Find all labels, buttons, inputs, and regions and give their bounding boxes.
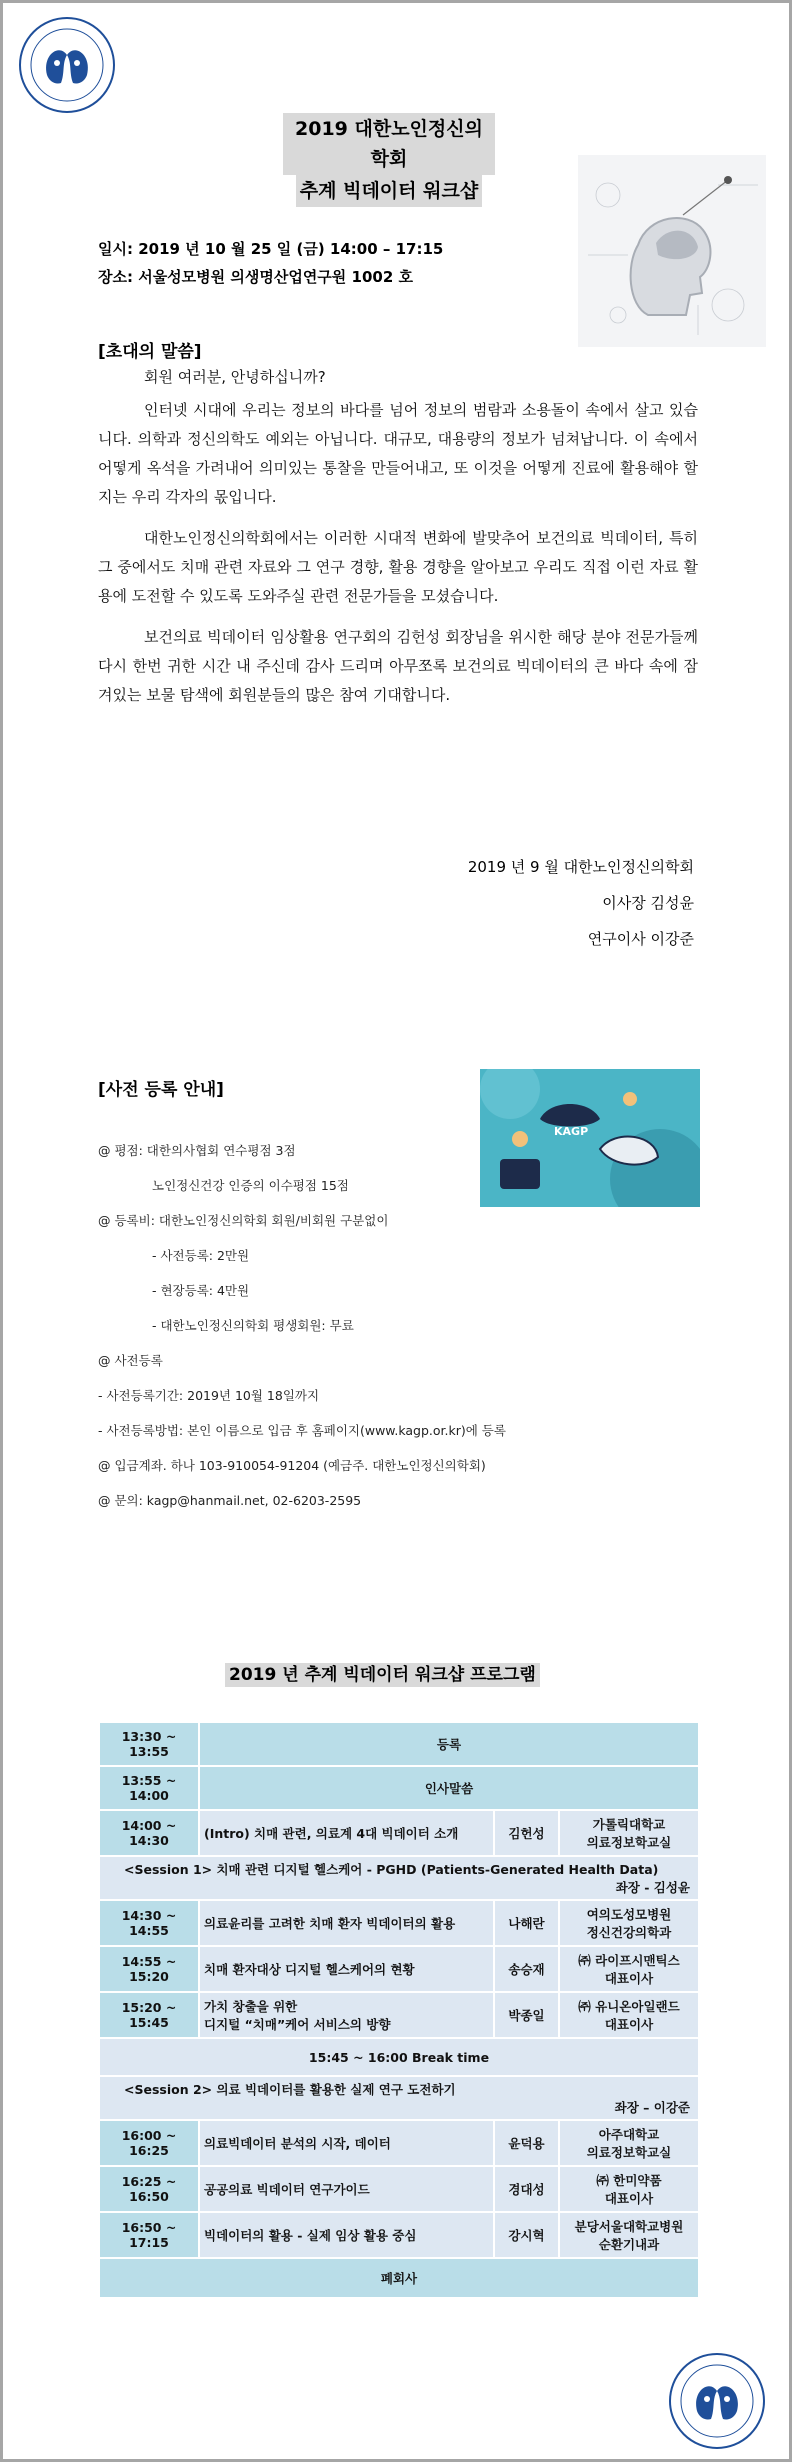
program-row bbox=[99, 1856, 699, 1900]
reg-line-period: - 사전등록기간: 2019년 10월 18일까지 bbox=[98, 1388, 320, 1403]
program-speaker: 송승재 bbox=[494, 1946, 559, 1992]
invitation-heading: [초대의 말씀] bbox=[98, 342, 202, 362]
signature-chair: 이사장 김성윤 bbox=[602, 894, 694, 912]
reg-line-method: - 사전등록방법: 본인 이름으로 입금 후 홈페이지(www.kagp.or.kr)에 등록 bbox=[98, 1423, 506, 1438]
program-speaker: 나해란 bbox=[494, 1900, 559, 1946]
reg-line-lifetime-fee: - 대한노인정신의학회 평생회원: 무료 bbox=[152, 1318, 354, 1333]
closing-remarks: 폐회사 bbox=[99, 2258, 699, 2298]
event-place: 장소: 서울성모병원 의생명산업연구원 1002 호 bbox=[98, 268, 413, 286]
program-row bbox=[99, 2038, 699, 2076]
program-topic: 가치 창출을 위한 디지털 “치매”케어 서비스의 방향 bbox=[199, 1992, 494, 2038]
event-title-line2: 추계 빅데이터 워크샵 bbox=[296, 175, 482, 207]
invitation-body bbox=[98, 363, 698, 722]
program-row bbox=[99, 1946, 699, 1992]
program-row bbox=[99, 2212, 699, 2258]
program-row bbox=[99, 2076, 699, 2120]
program-topic: 의료윤리를 고려한 치매 환자 빅데이터의 활용 bbox=[199, 1900, 494, 1946]
program-speaker: 경대성 bbox=[494, 2166, 559, 2212]
signature-director: 연구이사 이강준 bbox=[587, 930, 694, 948]
signature-block bbox=[468, 849, 694, 957]
invitation-greeting: 회원 여러분, 안녕하십니까? bbox=[144, 368, 326, 386]
reg-line-account: @ 입금계좌. 하나 103-910054-91204 (예금주. 대한노인정신의학회) bbox=[98, 1458, 486, 1473]
event-title bbox=[283, 113, 495, 207]
program-affiliation: ㈜ 라이프시맨틱스 대표이사 bbox=[559, 1946, 699, 1992]
program-table bbox=[98, 1721, 700, 2299]
program-topic: 빅데이터의 활용 - 실제 임상 활용 중심 bbox=[199, 2212, 494, 2258]
program-time: 16:50 ~ 17:15 bbox=[99, 2212, 199, 2258]
program-row bbox=[99, 1900, 699, 1946]
program-topic: 공공의료 빅데이터 연구가이드 bbox=[199, 2166, 494, 2212]
program-time: 14:30 ~ 14:55 bbox=[99, 1900, 199, 1946]
brain-illustration bbox=[578, 155, 766, 347]
program-speaker: 윤덕용 bbox=[494, 2120, 559, 2166]
program-row bbox=[99, 1810, 699, 1856]
reg-line-onsite-fee: - 현장등록: 4만원 bbox=[152, 1283, 250, 1298]
event-date: 일시: 2019 년 10 월 25 일 (금) 14:00 – 17:15 bbox=[98, 240, 444, 258]
program-time: 14:55 ~ 15:20 bbox=[99, 1946, 199, 1992]
program-time: 13:55 ~ 14:00 bbox=[99, 1766, 199, 1810]
reg-line-preregistration: @ 사전등록 bbox=[98, 1353, 163, 1368]
break-time: 15:45 ~ 16:00 Break time bbox=[99, 2038, 699, 2076]
program-affiliation: ㈜ 한미약품 대표이사 bbox=[559, 2166, 699, 2212]
program-row bbox=[99, 2166, 699, 2212]
program-item: 인사말씀 bbox=[199, 1766, 699, 1810]
reg-line-contact: @ 문의: kagp@hanmail.net, 02-6203-2595 bbox=[98, 1493, 362, 1508]
program-row bbox=[99, 1992, 699, 2038]
program-affiliation: ㈜ 유니온아일랜드 대표이사 bbox=[559, 1992, 699, 2038]
association-logo-bottom bbox=[667, 2351, 767, 2451]
invitation-paragraph: 보건의료 빅데이터 임상활용 연구회의 김헌성 회장님을 위시한 해당 분야 전문가들께 다시 한번 귀한 시간 내 주신데 감사 드리며 아무쪼록 보건의료 빅데이터의 큰 바다 속에 잠겨있는 보물 탐색에 회원분들의 많은 참여 기대합니다. bbox=[98, 628, 698, 704]
program-time: 14:00 ~ 14:30 bbox=[99, 1810, 199, 1856]
session-title: <Session 1> 치매 관련 디지털 헬스케어 - PGHD (Patients-Generated Health Data) bbox=[124, 1862, 659, 1877]
program-item: 등록 bbox=[199, 1722, 699, 1766]
program-topic: 의료빅데이터 분석의 시작, 데이터 bbox=[199, 2120, 494, 2166]
program-row bbox=[99, 1766, 699, 1810]
program-time: 16:25 ~ 16:50 bbox=[99, 2166, 199, 2212]
program-affiliation: 아주대학교 의료정보학교실 bbox=[559, 2120, 699, 2166]
program-time: 15:20 ~ 15:45 bbox=[99, 1992, 199, 2038]
session-title: <Session 2> 의료 빅데이터를 활용한 실제 연구 도전하기 bbox=[124, 2082, 456, 2097]
kagp-banner-image bbox=[480, 1069, 700, 1207]
invitation-paragraph: 인터넷 시대에 우리는 정보의 바다를 넘어 정보의 범람과 소용돌이 속에서 살고 있습니다. 의학과 정신의학도 예외는 아닙니다. 대규모, 대용량의 정보가 넘쳐납니다. 이 속에서 어떻게 옥석을 가려내어 의미있는 통찰을 만들어내고, 또 이것을 어떻게 진료에 활용해야 할 지는 우리 각자의 몫입니다. bbox=[98, 401, 698, 506]
registration-list bbox=[98, 1133, 506, 1518]
signature-date: 2019 년 9 월 대한노인정신의학회 bbox=[467, 858, 694, 876]
registration-heading: [사전 등록 안내] bbox=[98, 1080, 224, 1100]
program-row bbox=[99, 2258, 699, 2298]
program-topic: 치매 환자대상 디지털 헬스케어의 현황 bbox=[199, 1946, 494, 1992]
session-chair: 좌장 – 이강준 bbox=[614, 2100, 690, 2115]
program-speaker: 김헌성 bbox=[494, 1810, 559, 1856]
reg-line-pre-fee: - 사전등록: 2만원 bbox=[152, 1248, 250, 1263]
program-title-text: 2019 년 추계 빅데이터 워크샵 프로그램 bbox=[225, 1663, 540, 1687]
event-info bbox=[98, 235, 443, 291]
program-time: 16:00 ~ 16:25 bbox=[99, 2120, 199, 2166]
program-row bbox=[99, 2120, 699, 2166]
program-affiliation: 여의도성모병원 정신건강의학과 bbox=[559, 1900, 699, 1946]
program-topic: (Intro) 치매 관련, 의료계 4대 빅데이터 소개 bbox=[199, 1810, 494, 1856]
session-chair: 좌장 - 김성윤 bbox=[615, 1880, 690, 1895]
program-row bbox=[99, 1722, 699, 1766]
program-speaker: 강시혁 bbox=[494, 2212, 559, 2258]
program-speaker: 박종일 bbox=[494, 1992, 559, 2038]
reg-line-credit2: 노인정신건강 인증의 이수평점 15점 bbox=[152, 1178, 349, 1193]
program-time: 13:30 ~ 13:55 bbox=[99, 1722, 199, 1766]
event-title-line1: 2019 대한노인정신의학회 bbox=[283, 113, 495, 175]
program-title bbox=[225, 1660, 540, 1685]
invitation-paragraph: 대한노인정신의학회에서는 이러한 시대적 변화에 발맞추어 보건의료 빅데이터, 특히 그 중에서도 치매 관련 자료와 그 연구 경향, 활용 경향을 알아보고 우리도 직접 이런 자료 활용에 도전할 수 있도록 도와주실 관련 전문가들을 모셨습니다. bbox=[98, 529, 698, 605]
program-affiliation: 가톨릭대학교 의료정보학교실 bbox=[559, 1810, 699, 1856]
kagp-label: KAGP bbox=[554, 1125, 589, 1138]
reg-line-credit: @ 평점: 대한의사협회 연수평점 3점 bbox=[98, 1143, 296, 1158]
session-header bbox=[99, 1856, 699, 1900]
program-affiliation: 분당서울대학교병원 순환기내과 bbox=[559, 2212, 699, 2258]
reg-line-fee: @ 등록비: 대한노인정신의학회 회원/비회원 구분없이 bbox=[98, 1213, 389, 1228]
session-header bbox=[99, 2076, 699, 2120]
association-logo bbox=[17, 15, 117, 115]
